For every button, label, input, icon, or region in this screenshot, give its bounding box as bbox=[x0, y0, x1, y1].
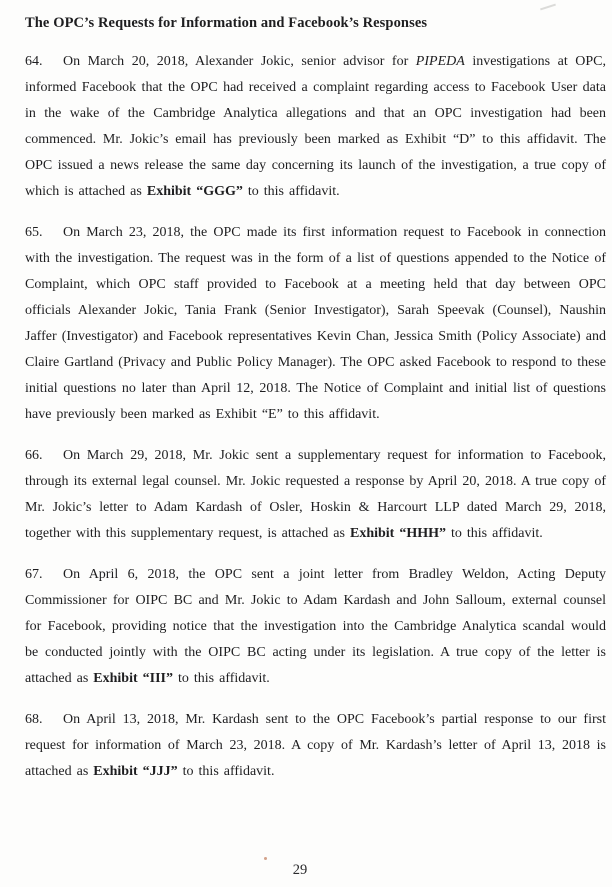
paragraph-number: 67. bbox=[25, 567, 43, 582]
paragraph-text-segment: Exhibit “GGG” bbox=[146, 184, 243, 199]
paragraph-65 bbox=[25, 220, 606, 428]
paragraph-text-segment: Exhibit “HHH” bbox=[349, 526, 447, 541]
paragraph-text-segment: On March 20, 2018, Alexander Jokic, senior advisor for bbox=[63, 54, 416, 69]
paragraph-number: 64. bbox=[25, 54, 43, 69]
paragraph-text-segment: PIPEDA bbox=[415, 54, 465, 69]
paragraph-text-segment: Exhibit “III” bbox=[93, 671, 173, 686]
paragraph-text-segment: investigations at OPC, informed Facebook that the OPC had received a complaint regarding access to Facebook User data in the wake of the Cambridge Analytica allegations and that an OPC investigation had been commenced. Mr. Jokic’s email has previously been marked as Exhibit “D” to this affidavit. The OPC issued a news release the same day concerning its launch of the investigation, a true copy of which is attached as bbox=[25, 54, 606, 199]
paragraph-text-segment: to this affidavit. bbox=[446, 526, 543, 541]
paragraph-text-segment: On March 23, 2018, the OPC made its first information request to Facebook in connection with the investigation. The request was in the form of a list of questions appended to the Notice of Complaint, which OPC staff provided to Facebook at a meeting held that day between OPC officials Alexander Jokic, Tania Frank (Senior Investigator), Sarah Speevak (Counsel), Naushin Jaffer (Investigator) and Facebook representatives Kevin Chan, Jessica Smith (Policy Associate) and Claire Gartland (Privacy and Public Policy Manager). The OPC asked Facebook to respond to these initial questions no later than April 12, 2018. The Notice of Complaint and initial list of questions have previously been marked as Exhibit “E” to this affidavit. bbox=[25, 225, 606, 422]
paragraph-64 bbox=[25, 49, 606, 205]
scan-speck-artifact bbox=[264, 857, 267, 860]
paragraph-text-segment: to this affidavit. bbox=[242, 184, 340, 199]
paragraph-text-segment: to this affidavit. bbox=[177, 764, 275, 779]
paragraph-list bbox=[25, 49, 606, 785]
paragraph-number: 66. bbox=[25, 448, 43, 463]
paragraph-text-segment: On April 6, 2018, the OPC sent a joint letter from Bradley Weldon, Acting Deputy Commissioner for OIPC BC and Mr. Jokic to Adam Kardash and John Salloum, external counsel for Facebook, providing notice that the investigation into the Cambridge Analytica scandal would be conducted jointly with the OIPC BC acting under its legislation. A true copy of the letter is attached as bbox=[25, 567, 606, 686]
paragraph-text-segment: On March 29, 2018, Mr. Jokic sent a supplementary request for information to Facebook, through its external legal counsel. Mr. Jokic requested a response by April 20, 2018. A true copy of Mr. Jokic’s letter to Adam Kardash of Osler, Hoskin & Harcourt LLP dated March 29, 2018, together with this supplementary request, is attached as bbox=[25, 448, 606, 541]
page-number: 29 bbox=[292, 862, 308, 878]
paragraph-67 bbox=[25, 562, 606, 692]
paragraph-number: 65. bbox=[25, 225, 43, 240]
paragraph-68 bbox=[25, 707, 606, 785]
paragraph-text-segment: to this affidavit. bbox=[173, 671, 270, 686]
paragraph-text-segment: On April 13, 2018, Mr. Kardash sent to the OPC Facebook’s partial response to our first request for information of March 23, 2018. A copy of Mr. Kardash’s letter of April 13, 2018 is attached as bbox=[25, 712, 606, 779]
paragraph-number: 68. bbox=[25, 712, 43, 727]
section-heading: The OPC’s Requests for Information and Facebook’s Responses bbox=[25, 15, 428, 31]
paragraph-text-segment: Exhibit “JJJ” bbox=[93, 764, 178, 779]
paragraph-66 bbox=[25, 443, 606, 547]
